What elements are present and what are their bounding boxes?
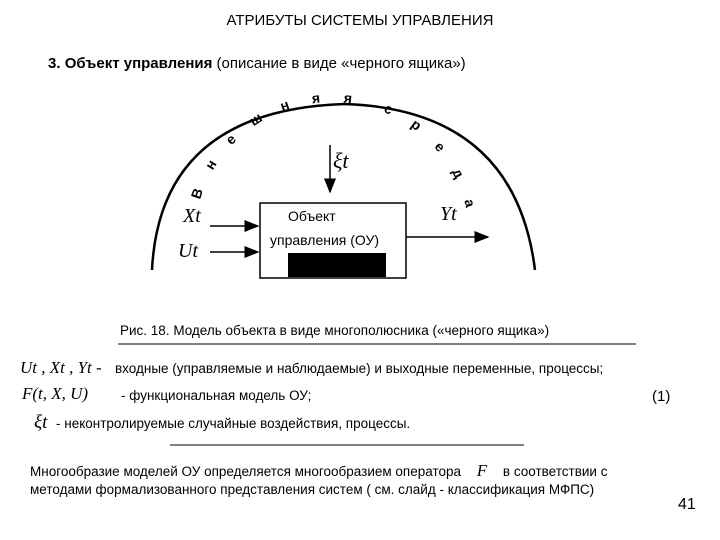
def1-text: входные (управляемые и наблюдаемые) и выходные переменные, процессы;: [115, 361, 604, 376]
subtitle-normal: (описание в виде «черного ящика»): [216, 55, 466, 72]
def3-math: ξt: [34, 412, 48, 433]
paragraph-part2: в соответствии с методами формализованного представления систем ( см. слайд - классификация МФПС): [30, 464, 608, 497]
environment-letter: д: [449, 165, 468, 181]
environment-letter: В: [187, 186, 206, 201]
operator-f: F: [476, 461, 488, 480]
def3-text: - неконтролируемые случайные воздействия, процессы.: [56, 416, 411, 431]
models-paragraph: [30, 462, 670, 499]
def1-math: Ut , Xt , Yt -: [20, 358, 102, 377]
environment-letter: с: [381, 99, 396, 118]
environment-letter: н: [201, 156, 220, 173]
environment-letter: а: [461, 197, 479, 209]
environment-letter: я: [310, 89, 321, 107]
slide-title: АТРИБУТЫ СИСТЕМЫ УПРАВЛЕНИЯ: [226, 12, 494, 29]
figure-caption: Рис. 18. Модель объекта в виде многополюсника («черного ящика»): [120, 323, 550, 338]
disturbance-label: ξt: [333, 148, 349, 173]
input-u-label: Ut: [178, 240, 198, 262]
def2-math: F(t, X, U): [22, 384, 89, 403]
environment-letter: ш: [246, 109, 265, 129]
subtitle-number: 3.: [48, 55, 61, 72]
environment-letter: р: [408, 115, 425, 134]
environment-letter: е: [431, 138, 449, 155]
def2-text: - функциональная модель ОУ;: [121, 388, 312, 403]
equation-number: (1): [652, 388, 671, 405]
environment-letter: н: [277, 96, 292, 115]
subtitle-bold: Объект управления: [64, 55, 213, 72]
input-x-label: Xt: [183, 205, 201, 227]
black-bar: [288, 253, 386, 277]
paragraph-part1: Многообразие моделей ОУ определяется многообразием оператора: [30, 464, 461, 479]
environment-letter: я: [343, 89, 354, 107]
page-number: 41: [678, 496, 696, 513]
environment-letter: е: [222, 130, 239, 148]
box-label-line1: Объект: [288, 208, 336, 224]
output-y-label: Yt: [440, 203, 457, 225]
box-label-line2: управления (ОУ): [270, 232, 380, 248]
